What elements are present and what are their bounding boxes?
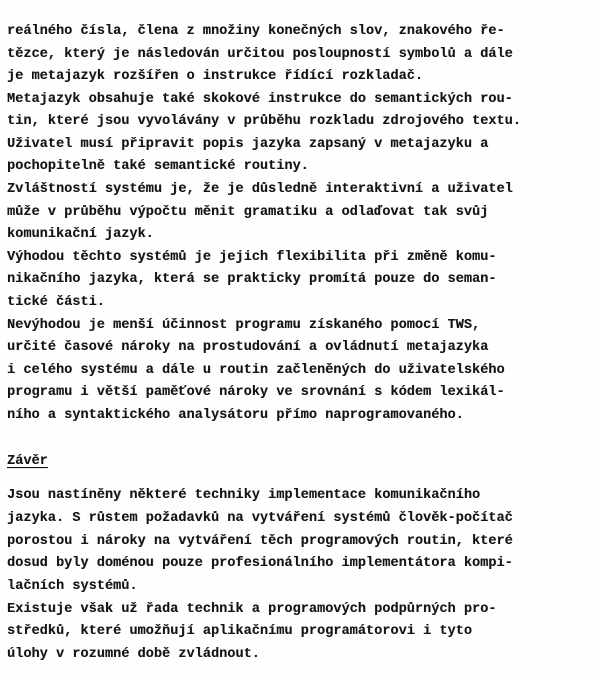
text-line: tické části. [7, 295, 105, 310]
text-line: Metajazyk obsahuje také skokové instrukce do semantických rou- [7, 92, 513, 107]
text-line: úlohy v rozumné době zvládnout. [7, 647, 260, 662]
text-line: Jsou nastíněny některé techniky implementace komunikačního [7, 488, 481, 503]
text-line: nikačního jazyka, která se prakticky promítá pouze do seman- [7, 272, 497, 287]
text-line: Existuje však už řada technik a programových podpůrných pro- [7, 602, 497, 617]
text-line: Výhodou těchto systémů je jejich flexibilita při změně komu- [7, 250, 497, 265]
text-line: určité časové nároky na prostudování a ovládnutí metajazyka [7, 340, 489, 355]
text-line: je metajazyk rozšířen o instrukce řídící rozkladač. [7, 69, 424, 84]
text-line: programu i větší paměťové nároky ve srovnání s kódem lexikál- [7, 385, 505, 400]
text-line: reálného čísla, člena z množiny konečných slov, znakového ře- [7, 24, 505, 39]
text-line: komunikační jazyk. [7, 227, 154, 242]
section-heading: Závěr [7, 454, 48, 469]
text-line: pochopitelně také semantické routiny. [7, 159, 309, 174]
text-line: lačních systémů. [7, 579, 138, 594]
text-line: ního a syntaktického analysátoru přímo naprogramovaného. [7, 408, 464, 423]
text-line: porostou i nároky na vytváření těch programových routin, které [7, 534, 513, 549]
text-line: středků, které umožňují aplikačnímu programátorovi i tyto [7, 624, 472, 639]
text-line: může v průběhu výpočtu měnit gramatiku a odlaďovat tak svůj [7, 205, 489, 220]
text-line: i celého systému a dále u routin začleněných do uživatelského [7, 363, 505, 378]
text-line: Uživatel musí připravit popis jazyka zapsaný v metajazyku a [7, 137, 489, 152]
text-line: jazyka. S růstem požadavků na vytváření systémů člověk-počítač [7, 511, 513, 526]
text-line: tězce, který je následován určitou posloupností symbolů a dále [7, 47, 513, 62]
text-line: Zvláštností systému je, že je důsledně interaktivní a uživatel [7, 182, 513, 197]
text-line: Nevýhodou je menší účinnost programu získaného pomocí TWS, [7, 318, 481, 333]
text-line: tin, které jsou vyvolávány v průběhu rozkladu zdrojového textu. [7, 114, 521, 129]
text-line: dosud byly doménou pouze profesionálního implementátora kompi- [7, 556, 513, 571]
